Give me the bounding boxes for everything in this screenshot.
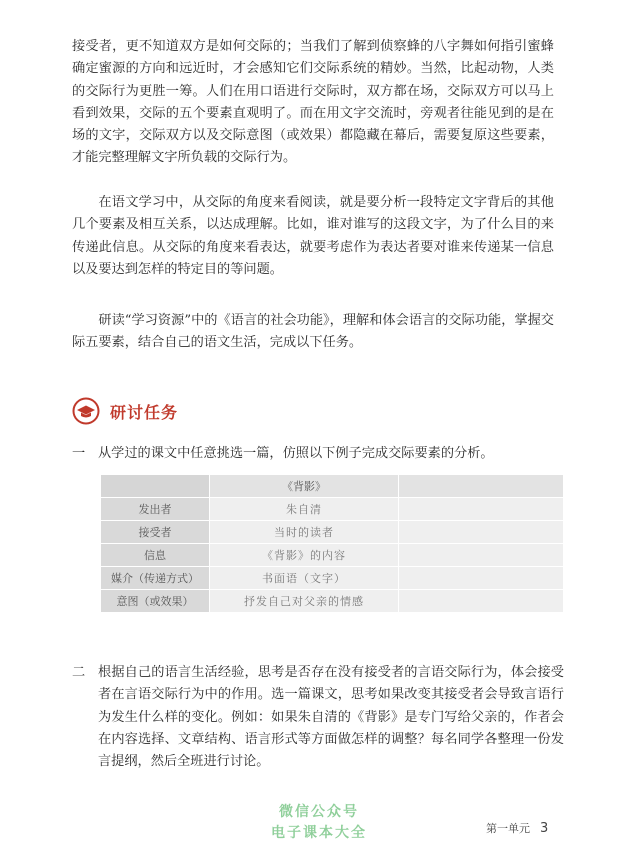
table-cell xyxy=(101,475,210,498)
task-item-2 xyxy=(72,662,564,773)
section-header xyxy=(72,397,178,425)
table-row xyxy=(101,590,564,613)
table-row-label: 信息 xyxy=(101,544,210,567)
table-row-label: 接受者 xyxy=(101,521,210,544)
table-row-label: 媒介（传递方式） xyxy=(101,567,210,590)
communication-elements-table xyxy=(100,474,564,613)
paragraph-2: 在语文学习中，从交际的角度来看阅读，就是要分析一段特定文字背后的其他几个要素及相互关系，以达成理解。比如，谁对谁写的这段文字，为了什么目的来传递此信息。从交际的角度来看表达，就要考虑作为表达者要对谁来传递某一信息以及要达到怎样的特定目的等问题。 xyxy=(72,195,554,277)
table-row-label: 意图（或效果） xyxy=(101,590,210,613)
paragraph-1: 接受者，更不知道双方是如何交际的；当我们了解到侦察蜂的八字舞如何指引蜜蜂确定蜜源的方向和远近时，才会感知它们交际系统的精妙。当然，比起动物，人类的交际行为更胜一筹。人们在用口语进行交际时，双方都在场，交际双方可以马上看到效果，交际的五个要素直观明了。而在用文字交流时，旁观者往能见到的是在场的文字，交际双方以及交际意图（或效果）都隐藏在幕后，需要复原这些要素，才能完整理解文字所负载的交际行为。 xyxy=(72,39,554,166)
task-number: 一 xyxy=(72,446,86,461)
table-cell xyxy=(399,590,564,613)
section-title: 研讨任务 xyxy=(110,402,179,422)
table-cell xyxy=(399,567,564,590)
unit-label: 第一单元 xyxy=(486,822,530,835)
table-cell xyxy=(399,544,564,567)
table-cell: 《背影》的内容 xyxy=(210,544,399,567)
table-cell: 当时的读者 xyxy=(210,521,399,544)
table-cell xyxy=(399,475,564,498)
watermark xyxy=(244,802,394,844)
task-text: 从学过的课文中任意挑选一篇，仿照以下例子完成交际要素的分析。 xyxy=(98,446,494,461)
task-item-1 xyxy=(72,443,564,465)
table-row xyxy=(101,567,564,590)
table-cell: 朱自清 xyxy=(210,498,399,521)
table-cell xyxy=(399,521,564,544)
page-number: 3 xyxy=(540,821,549,836)
task-text: 根据自己的语言生活经验，思考是否存在没有接受者的言语交际行为，体会接受者在言语交际行为中的作用。选一篇课文，思考如果改变其接受者会导致言语行为发生什么样的变化。例如：如果朱自清的《背影》是专门写给父亲的，作者会在内容选择、文章结构、语言形式等方面做怎样的调整？每名同学各整理一份发言提纲，然后全班进行讨论。 xyxy=(98,665,564,770)
watermark-line: 微信公众号 xyxy=(279,804,359,820)
graduation-cap-icon xyxy=(72,397,100,425)
task-number: 二 xyxy=(72,665,86,680)
table-cell: 抒发自己对父亲的情感 xyxy=(210,590,399,613)
table-cell xyxy=(399,498,564,521)
table-header-title: 《背影》 xyxy=(210,475,399,498)
table-cell: 书面语（文字） xyxy=(210,567,399,590)
paragraph-3: 研读“学习资源”中的《语言的社会功能》，理解和体会语言的交际功能，掌握交际五要素，结合自己的语文生活，完成以下任务。 xyxy=(72,313,554,351)
watermark-line: 电子课本大全 xyxy=(271,825,367,841)
page-footer xyxy=(486,820,548,836)
table-row xyxy=(101,521,564,544)
table-row xyxy=(101,498,564,521)
table-header-row xyxy=(101,475,564,498)
table-row-label: 发出者 xyxy=(101,498,210,521)
table-row xyxy=(101,544,564,567)
